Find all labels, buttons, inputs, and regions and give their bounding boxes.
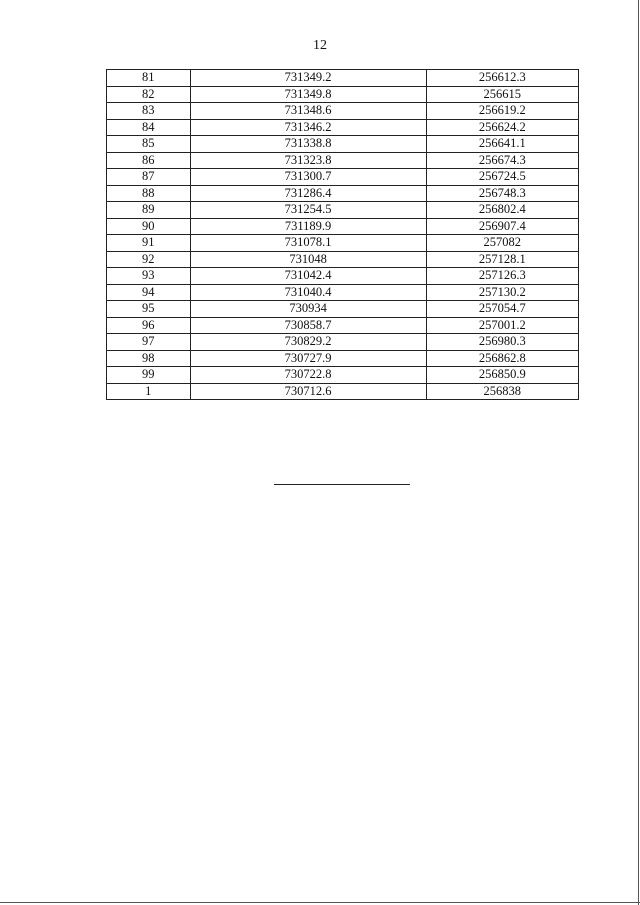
table-row: [107, 152, 579, 169]
point-number-cell: 81: [107, 70, 191, 87]
table-row: [107, 185, 579, 202]
x-coordinate-cell: 731042.4: [190, 268, 426, 285]
x-coordinate-cell: 730829.2: [190, 334, 426, 351]
table-row: [107, 334, 579, 351]
table-row: [107, 218, 579, 235]
x-coordinate-cell: 731078.1: [190, 235, 426, 252]
table-row: [107, 119, 579, 136]
x-coordinate-cell: 730727.9: [190, 350, 426, 367]
y-coordinate-cell: 256802.4: [426, 202, 578, 219]
point-number-cell: 92: [107, 251, 191, 268]
x-coordinate-cell: 731323.8: [190, 152, 426, 169]
y-coordinate-cell: 257128.1: [426, 251, 578, 268]
y-coordinate-cell: 257001.2: [426, 317, 578, 334]
point-number-cell: 93: [107, 268, 191, 285]
table-row: [107, 70, 579, 87]
y-coordinate-cell: 257054.7: [426, 301, 578, 318]
x-coordinate-cell: 731346.2: [190, 119, 426, 136]
table-row: [107, 103, 579, 120]
point-number-cell: 94: [107, 284, 191, 301]
table-row: [107, 268, 579, 285]
x-coordinate-cell: 731048: [190, 251, 426, 268]
x-coordinate-cell: 731348.6: [190, 103, 426, 120]
point-number-cell: 1: [107, 383, 191, 400]
y-coordinate-cell: 256907.4: [426, 218, 578, 235]
point-number-cell: 90: [107, 218, 191, 235]
table-row: [107, 169, 579, 186]
point-number-cell: 84: [107, 119, 191, 136]
x-coordinate-cell: 731349.2: [190, 70, 426, 87]
point-number-cell: 87: [107, 169, 191, 186]
x-coordinate-cell: 730934: [190, 301, 426, 318]
table-row: [107, 301, 579, 318]
point-number-cell: 88: [107, 185, 191, 202]
x-coordinate-cell: 731040.4: [190, 284, 426, 301]
x-coordinate-cell: 730858.7: [190, 317, 426, 334]
point-number-cell: 89: [107, 202, 191, 219]
y-coordinate-cell: 256980.3: [426, 334, 578, 351]
y-coordinate-cell: 256615: [426, 86, 578, 103]
page-number: 12: [313, 38, 327, 53]
point-number-cell: 98: [107, 350, 191, 367]
x-coordinate-cell: 731189.9: [190, 218, 426, 235]
coordinates-table: [106, 69, 579, 400]
table-row: [107, 284, 579, 301]
x-coordinate-cell: 730722.8: [190, 367, 426, 384]
y-coordinate-cell: 256862.8: [426, 350, 578, 367]
table-row: [107, 202, 579, 219]
table-row: [107, 251, 579, 268]
point-number-cell: 96: [107, 317, 191, 334]
y-coordinate-cell: 256612.3: [426, 70, 578, 87]
x-coordinate-cell: 731300.7: [190, 169, 426, 186]
y-coordinate-cell: 257130.2: [426, 284, 578, 301]
end-of-document-rule: [274, 484, 410, 485]
table-row: [107, 383, 579, 400]
y-coordinate-cell: 256838: [426, 383, 578, 400]
table-row: [107, 367, 579, 384]
point-number-cell: 82: [107, 86, 191, 103]
point-number-cell: 86: [107, 152, 191, 169]
y-coordinate-cell: 257082: [426, 235, 578, 252]
y-coordinate-cell: 257126.3: [426, 268, 578, 285]
point-number-cell: 97: [107, 334, 191, 351]
x-coordinate-cell: 731254.5: [190, 202, 426, 219]
table-row: [107, 317, 579, 334]
y-coordinate-cell: 256748.3: [426, 185, 578, 202]
x-coordinate-cell: 731349.8: [190, 86, 426, 103]
y-coordinate-cell: 256624.2: [426, 119, 578, 136]
y-coordinate-cell: 256674.3: [426, 152, 578, 169]
coordinates-table-body: [107, 70, 579, 400]
x-coordinate-cell: 730712.6: [190, 383, 426, 400]
point-number-cell: 83: [107, 103, 191, 120]
table-row: [107, 136, 579, 153]
y-coordinate-cell: 256850.9: [426, 367, 578, 384]
x-coordinate-cell: 731338.8: [190, 136, 426, 153]
y-coordinate-cell: 256641.1: [426, 136, 578, 153]
point-number-cell: 99: [107, 367, 191, 384]
point-number-cell: 91: [107, 235, 191, 252]
table-row: [107, 86, 579, 103]
point-number-cell: 85: [107, 136, 191, 153]
point-number-cell: 95: [107, 301, 191, 318]
table-row: [107, 350, 579, 367]
page-edge-bottom: [0, 902, 640, 903]
x-coordinate-cell: 731286.4: [190, 185, 426, 202]
y-coordinate-cell: 256724.5: [426, 169, 578, 186]
page-edge-right: [638, 0, 639, 905]
y-coordinate-cell: 256619.2: [426, 103, 578, 120]
table-row: [107, 235, 579, 252]
